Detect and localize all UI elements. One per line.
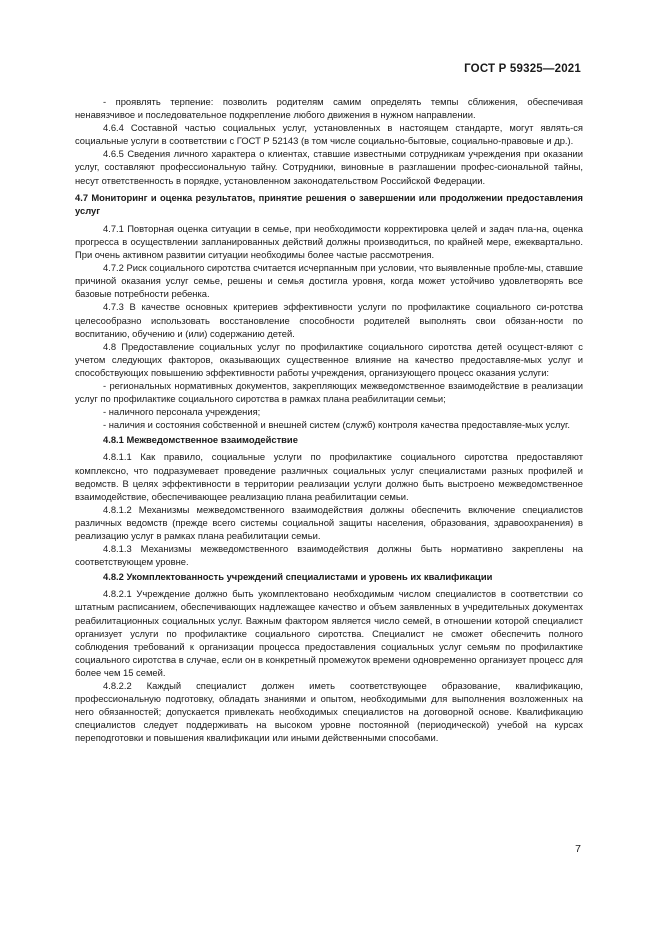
paragraph: 4.6.4 Составной частью социальных услуг, установленных в настоящем стандарте, могут являть-ся социальные услуги в соответствии с ГОСТ Р 52143 (в том числе социально-бытовые, социально-правовые и др.). (75, 122, 583, 147)
paragraph: - наличия и состояния собственной и внешней систем (служб) контроля качества предоставляе-мых услуг. (103, 419, 570, 431)
paragraph: 4.8 Предоставление социальных услуг по профилактике социального сиротства детей осущест-вляют с учетом следующих факторов, оказывающих существенное влияние на качество предоставляе-мых услуг и способствующих повышению эффективности работы учреждения, организующего процесс оказания услуги: (75, 340, 583, 378)
paragraph: - региональных нормативных документов, закрепляющих межведомственное взаимодействие в реализации услуг по профилактике социального сиротства в рамках плана реабилитации семьи; (75, 379, 583, 405)
body-text (75, 95, 583, 745)
paragraph: 4.8.2.2 Каждый специалист должен иметь соответствующее образование, квалификацию, профессиональную подготовку, обладать знаниями и опытом, необходимыми для выполнения возложенных на него обязанностей; допускается привлекать необходимых специалистов на договорной основе. Квалификацию специалистов следует поддерживать на высоком уровне постоянной (периодической) учебой на курсах переподготовки и повышения квалификации или иными действенными способами. (75, 680, 583, 744)
paragraph: 4.6.5 Сведения личного характера о клиентах, ставшие известными сотрудникам учреждения при оказании услуг, составляют профессиональную тайну. Сотрудники, виновные в разглашении профес-сиональной тайны, несут ответственность в порядке, установленном законодательством Российской Федерации. (75, 148, 583, 186)
paragraph: 4.8.1.3 Механизмы межведомственного взаимодействия должны быть нормативно закреплены на соответствующем уровне. (75, 543, 583, 568)
standard-number: ГОСТ Р 59325—2021 (464, 63, 581, 75)
subsection-heading: 4.8.2 Укомплектованность учреждений специалистами и уровень их квалификации (103, 571, 493, 583)
paragraph: 4.7.2 Риск социального сиротства считается исчерпанным при условии, что выявленные пробле-мы, ставшие причиной оказания услуг семье, решены и семья достигла уровня, когда может устойчиво удовлетворять все базовые потребности ребенка. (75, 262, 583, 300)
section-heading: 4.7 Мониторинг и оценка результатов, принятие решения о завершении или продолжении предоставления услуг (75, 191, 583, 216)
paragraph: 4.7.3 В качестве основных критериев эффективности услуги по профилактике социального си-ротства целесообразно использовать восстановление способности родителей выполнять свои обязан-ности по воспитанию, обучению и (или) содержанию детей. (75, 301, 583, 339)
paragraph: 4.8.1.1 Как правило, социальные услуги по профилактике социального сиротства предоставляют комплексно, что подразумевает проведение различных социальных услуг специалистами разных профилей и ведомств. В целях эффективности в территории реализации услуги должно быть выстроено межведомственное взаимодействие, обеспечивающее реализацию плана реабилитации семьи. (75, 451, 583, 502)
paragraph: 4.8.1.2 Механизмы межведомственного взаимодействия должны обеспечить включение специалистов различных ведомств (прежде всего системы социальной защиты населения, образования, здравоохранения) в реализацию услуг в рамках плана реабилитации семьи. (75, 503, 583, 541)
page-number: 7 (575, 843, 581, 855)
paragraph: - наличного персонала учреждения; (103, 406, 261, 418)
paragraph: 4.8.2.1 Учреждение должно быть укомплектовано необходимым числом специалистов в соответствии со штатным расписанием, обеспечивающих надлежащее качество и объем заявленных в учредительных документах реабилитационных социальных услуг. Важным фактором является число семей, в отношении которой специалист организует услуги по профилактике социального сиротства. Специалист не сможет обеспечить полного соблюдения требований к организации процесса предоставления социальных услуг семьям по профилактике социального сиротства в случае, если он в конкретный промежуток времени одновременно организует процесс для более чем 15 семей. (75, 588, 583, 678)
paragraph: - проявлять терпение: позволить родителям самим определять темпы сближения, обеспечивая ненавязчивое и последовательное подкрепление любого движения в нужном направлении. (75, 96, 583, 121)
paragraph: 4.7.1 Повторная оценка ситуации в семье, при необходимости корректировка целей и задач пла-на, оценка прогресса в осуществлении запланированных действий должны производиться, по крайней мере, ежеквартально. При очень активном развитии ситуации необходимы более частые рассмотрения. (75, 222, 583, 261)
subsection-heading: 4.8.1 Межведомственное взаимодействие (103, 434, 298, 446)
